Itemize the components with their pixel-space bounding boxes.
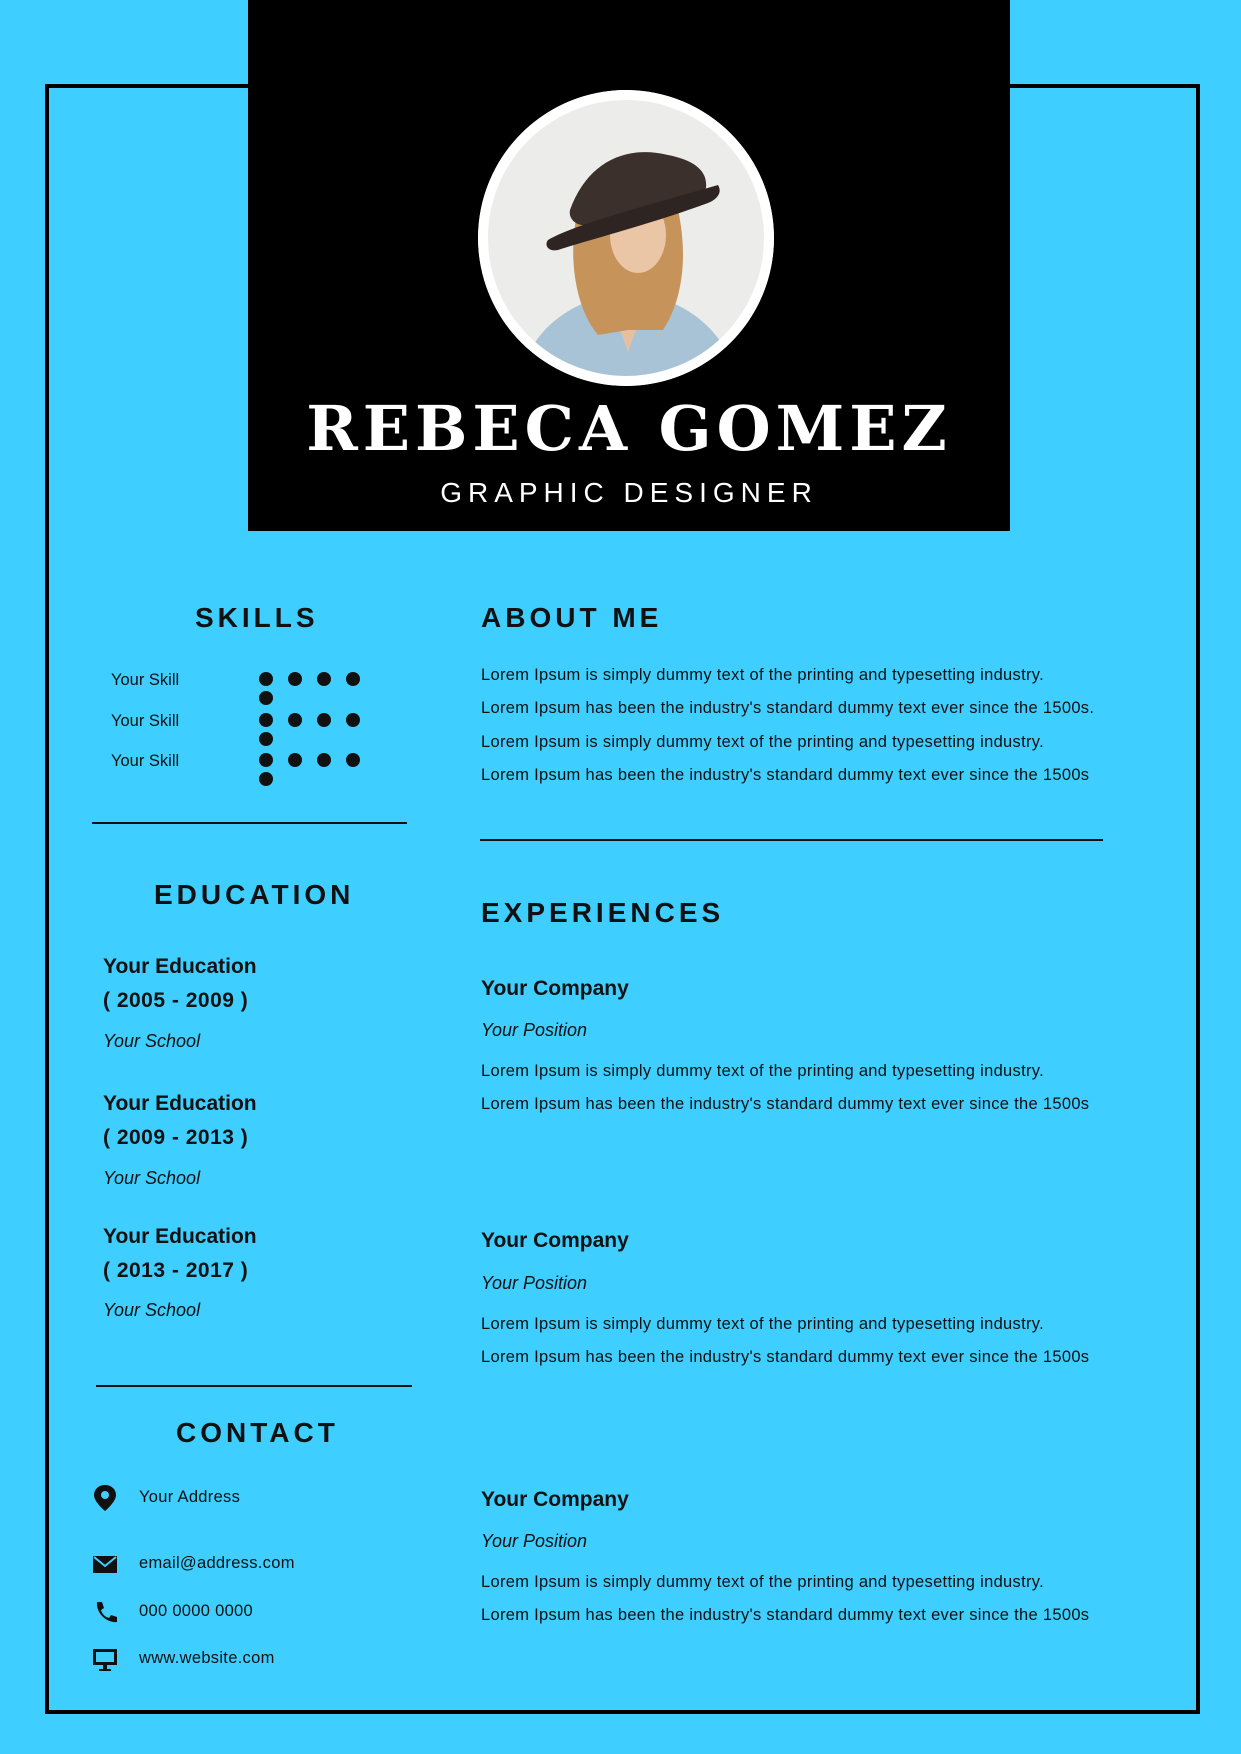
skill-dot <box>346 672 360 686</box>
skill-rating <box>259 672 391 710</box>
skill-label: Your Skill <box>111 752 180 770</box>
contact-text: Your Address <box>139 1488 241 1506</box>
about-line: Lorem Ipsum has been the industry's standard dummy text ever since the 1500s. <box>481 699 1095 717</box>
profile-photo <box>478 90 774 386</box>
skills-heading: SKILLS <box>195 602 319 633</box>
skill-row <box>111 749 391 773</box>
experience-company: Your Company <box>481 1229 629 1252</box>
contact-email[interactable] <box>92 1550 412 1578</box>
skill-dot <box>259 732 273 746</box>
experience-position: Your Position <box>481 1273 588 1293</box>
contact-heading: CONTACT <box>176 1417 339 1448</box>
education-school: Your School <box>103 1168 201 1188</box>
divider <box>480 839 1103 841</box>
skill-dot <box>288 713 302 727</box>
experience-position: Your Position <box>481 1020 588 1040</box>
skill-dot <box>346 713 360 727</box>
skill-label: Your Skill <box>111 712 180 730</box>
education-years: ( 2013 - 2017 ) <box>103 1259 249 1282</box>
monitor-icon <box>92 1645 118 1673</box>
education-title: Your Education <box>103 1225 257 1248</box>
about-heading: ABOUT ME <box>481 602 663 633</box>
skill-dot <box>288 672 302 686</box>
skill-dot <box>259 753 273 767</box>
skill-dot <box>346 753 360 767</box>
skill-row <box>111 668 391 692</box>
skill-dot <box>317 753 331 767</box>
portrait-icon <box>478 90 774 386</box>
skill-label: Your Skill <box>111 671 180 689</box>
contact-text: email@address.com <box>139 1554 295 1572</box>
contact-website[interactable] <box>92 1645 412 1673</box>
education-years: ( 2009 - 2013 ) <box>103 1126 249 1149</box>
contact-phone[interactable] <box>92 1598 412 1626</box>
divider <box>96 1385 412 1387</box>
skill-rating <box>259 713 391 751</box>
education-title: Your Education <box>103 1092 257 1115</box>
experience-company: Your Company <box>481 1488 629 1511</box>
experience-company: Your Company <box>481 977 629 1000</box>
education-school: Your School <box>103 1031 201 1051</box>
skill-dot <box>259 691 273 705</box>
education-school: Your School <box>103 1300 201 1320</box>
experience-line: Lorem Ipsum has been the industry's standard dummy text ever since the 1500s <box>481 1348 1090 1366</box>
envelope-icon <box>92 1550 118 1578</box>
skill-row <box>111 709 391 733</box>
location-pin-icon <box>92 1484 118 1512</box>
candidate-role: GRAPHIC DESIGNER <box>440 477 818 508</box>
experience-line: Lorem Ipsum is simply dummy text of the printing and typesetting industry. <box>481 1062 1044 1080</box>
experience-line: Lorem Ipsum is simply dummy text of the printing and typesetting industry. <box>481 1315 1044 1333</box>
candidate-name: REBECA GOMEZ <box>306 392 952 465</box>
skill-dot <box>259 713 273 727</box>
experiences-heading: EXPERIENCES <box>481 897 725 928</box>
experience-position: Your Position <box>481 1531 588 1551</box>
phone-icon <box>92 1598 118 1626</box>
about-line: Lorem Ipsum is simply dummy text of the printing and typesetting industry. <box>481 733 1044 751</box>
skill-dot <box>288 753 302 767</box>
about-line: Lorem Ipsum is simply dummy text of the printing and typesetting industry. <box>481 666 1044 684</box>
education-title: Your Education <box>103 955 257 978</box>
contact-address <box>92 1484 412 1512</box>
experience-line: Lorem Ipsum has been the industry's standard dummy text ever since the 1500s <box>481 1606 1090 1624</box>
about-line: Lorem Ipsum has been the industry's standard dummy text ever since the 1500s <box>481 766 1090 784</box>
divider <box>92 822 407 824</box>
education-years: ( 2005 - 2009 ) <box>103 989 249 1012</box>
skill-dot <box>317 672 331 686</box>
skill-rating <box>259 753 391 791</box>
skill-dot <box>317 713 331 727</box>
education-heading: EDUCATION <box>154 879 355 910</box>
skill-dot <box>259 772 273 786</box>
skill-dot <box>259 672 273 686</box>
contact-text: 000 0000 0000 <box>139 1602 254 1620</box>
contact-text: www.website.com <box>139 1649 275 1667</box>
experience-line: Lorem Ipsum has been the industry's standard dummy text ever since the 1500s <box>481 1095 1090 1113</box>
experience-line: Lorem Ipsum is simply dummy text of the printing and typesetting industry. <box>481 1573 1044 1591</box>
